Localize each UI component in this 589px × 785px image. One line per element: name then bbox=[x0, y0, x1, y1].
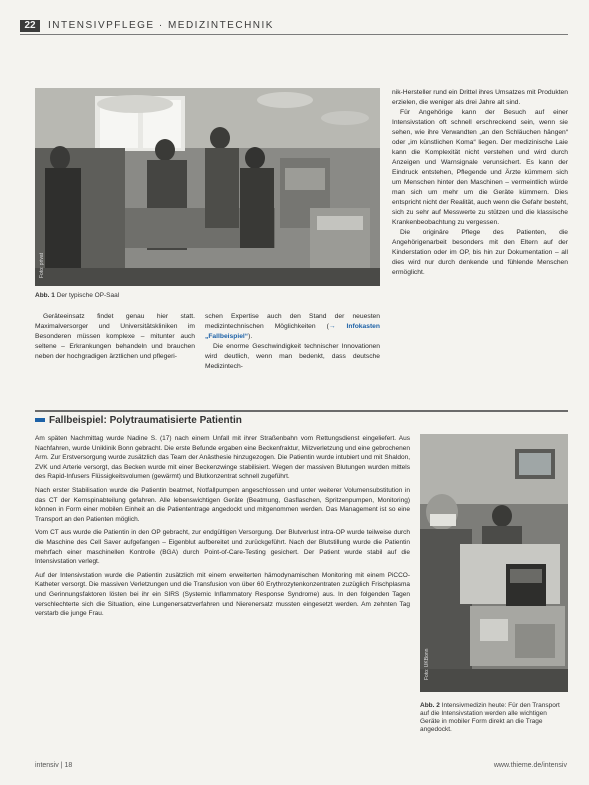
intro-col2-paragraph-2: Die enorme Geschwindigkeit technischer Innovationen wird deutlich, wenn man bedenkt, dass deutsche Medizintech- bbox=[205, 343, 380, 370]
section-label: INTENSIVPFLEGE · MEDIZINTECHNIK bbox=[48, 20, 274, 31]
footer-website-link[interactable]: www.thieme.de/intensiv bbox=[493, 762, 567, 769]
operating-room-image bbox=[35, 88, 380, 286]
infobox-divider bbox=[35, 410, 568, 412]
figure-1-caption-text: Der typische OP-Saal bbox=[56, 292, 120, 299]
intro-column-2 bbox=[205, 312, 380, 372]
figure-2-photo bbox=[420, 434, 568, 692]
infobox-paragraph-3: Vom CT aus wurde die Patientin in den OP gebracht, zur endgültigen Versorgung. Der Blutverlust intra-OP wurde teilweise durch die Maschine des Cell Saver aufgefangen – Eigenblut aufbereitet und zurückgeführt. Nach der Blutstillung wurde die Patientin mehrfach einer maschinellen Kontrolle (BGA) durch Point-of-Care-Testing gesichert. Der Patient wurde stabil auf die Intensivstation verlegt. bbox=[35, 529, 410, 566]
figure-1-label: Abb. 1 bbox=[35, 292, 55, 299]
figure-2-label: Abb. 2 bbox=[420, 702, 440, 709]
infobox-paragraph-2: Nach erster Stabilisation wurde die Patientin beatmet, Notfallpumpen angeschlossen und unter weiterer Volumensubstitution in das CT der Kernspinabteilung gefahren. Alle lebenswichtigen Geräte (Beatmung, Gasflaschen, Spritzenpumpen, Monitoring) können in Form einer mobilen Einheit an die Patiententrage angedockt und mitgenommen werden. Das Management ist so eine Transport an den Patienten möglich. bbox=[35, 486, 410, 523]
figure-2-credit: Foto: UKBonn bbox=[424, 648, 430, 680]
intro-col2-text-b: ). bbox=[248, 333, 253, 340]
intro-col2-paragraph bbox=[205, 312, 380, 342]
intensive-care-image bbox=[420, 434, 568, 692]
figure-1-caption bbox=[35, 292, 375, 300]
page-number: 22 bbox=[20, 20, 40, 32]
infobox-title bbox=[35, 414, 242, 428]
infobox-paragraph-4: Auf der Intensivstation wurde die Patientin zusätzlich mit einem erweiterten hämodynamischen Monitoring mit einem PiCCO-Katheter versorgt. Die massiven Verletzungen und die Transfusion von über 60 Erythrozytenkonzentraten zuzüglich Frischplasma und Gerinnungsfaktoren lösten bei ihr ein SIRS (Systemic Inflammatory Response Syndrome) aus. In den folgenden Tagen verschlechterte sich die Situation, eine Lungenersatzverfahren und Nierenersatz mussten eingesetzt werden. Am zehnten Tag verstarb die junge Frau. bbox=[35, 571, 410, 618]
right-col-paragraph-2: Für Angehörige kann der Besuch auf einer Intensivstation oft schnell erschreckend sein, wenn sie sehen, wie ihre Verwandten „an den Schläuchen hängen“ oder „im künstlichen Koma“ liegen. Der medizinische Laie kann die Komplexität nicht verstehen und wird durch Anzeigen und Warnsignale verunsichert. Es kann der Eindruck entstehen, Pflegende und Ärzte kümmern sich um Menschen hinter den Maschinen – vermeintlich würde man sich um mehr um die Geräte kümmern. Dies entspricht nicht der Realität, auch wenn die Gefahr besteht, sich zu sehr auf Messwerte zu stützen und die klassische Krankenbeobachtung zu vergessen. bbox=[392, 109, 568, 226]
figure-1-photo bbox=[35, 88, 380, 286]
footer-issue: intensiv | 18 bbox=[35, 762, 73, 769]
intro-column-1 bbox=[35, 312, 195, 362]
infobox-title-text: Fallbeispiel: Polytraumatisierte Patientin bbox=[49, 415, 242, 426]
intro-col2-text-a: schen Expertise auch den Stand der neuesten medizintechnischen Möglichkeiten ( bbox=[205, 313, 380, 330]
right-col-paragraph-3: Die originäre Pflege des Patienten, die Angehörigenarbeit besonders mit den Eltern auf der Kinderstation oder im OP, bis hin zur Dokumentation – all dies wird nur durch denkende und fühlende Menschen ermöglicht. bbox=[392, 229, 568, 276]
infobox-paragraph-1: Am späten Nachmittag wurde Nadine S. (17) nach einem Unfall mit ihrer Straßenbahn vom Rettungsdienst eingeliefert. Aus Nachfahren, wurde Uniklinik Bonn gebracht. Die erste Befunde ergaben eine Beckenfraktur, Milzverletzung und eine gebrochenen Arm. Zur Erstversorgung wurde zusätzlich das Team der Anästhesie hinzugezogen. Die Patientin wurde intubiert und mit Shaldon, ZVK und Arterie versorgt, das Becken wurde mit einer Beckenzwinge stabilisiert. Wegen der massiven Blutungen wurden mittels des Rapid-Infusers Flüssigkeitsvolumen (gewärmt) und Blutkonzentrat schnell zugeführt. bbox=[35, 435, 410, 481]
infobox-body bbox=[35, 434, 410, 623]
right-column bbox=[392, 88, 568, 278]
infobox-marker-icon bbox=[35, 418, 45, 422]
page-header bbox=[20, 20, 568, 35]
figure-2-caption bbox=[420, 702, 568, 734]
figure-1-credit: Foto: privat bbox=[39, 252, 45, 278]
figure-2-caption-text: Intensivmedizin heute: Für den Transport auf die Intensivstation werden alle wichtigen Geräte in mobiler Form direkt an die Trage angedockt. bbox=[420, 702, 560, 733]
right-col-paragraph-1: nik-Hersteller rund ein Drittel ihres Umsatzes mit Produkten erzielen, die weniger als drei Jahre alt sind. bbox=[392, 89, 568, 106]
infobox-reference-link[interactable]: → Infokasten „Fallbeispiel“ bbox=[205, 323, 380, 340]
intro-col1-text: Geräteeinsatz findet genau hier statt. Maximalversorger und Universitätskliniken im Besonderen müssen komplexe – mitunter auch seltene – Erkrankungen behandeln und brauchen neben der hochgradigen ärztlichen und pflegeri- bbox=[35, 313, 195, 360]
